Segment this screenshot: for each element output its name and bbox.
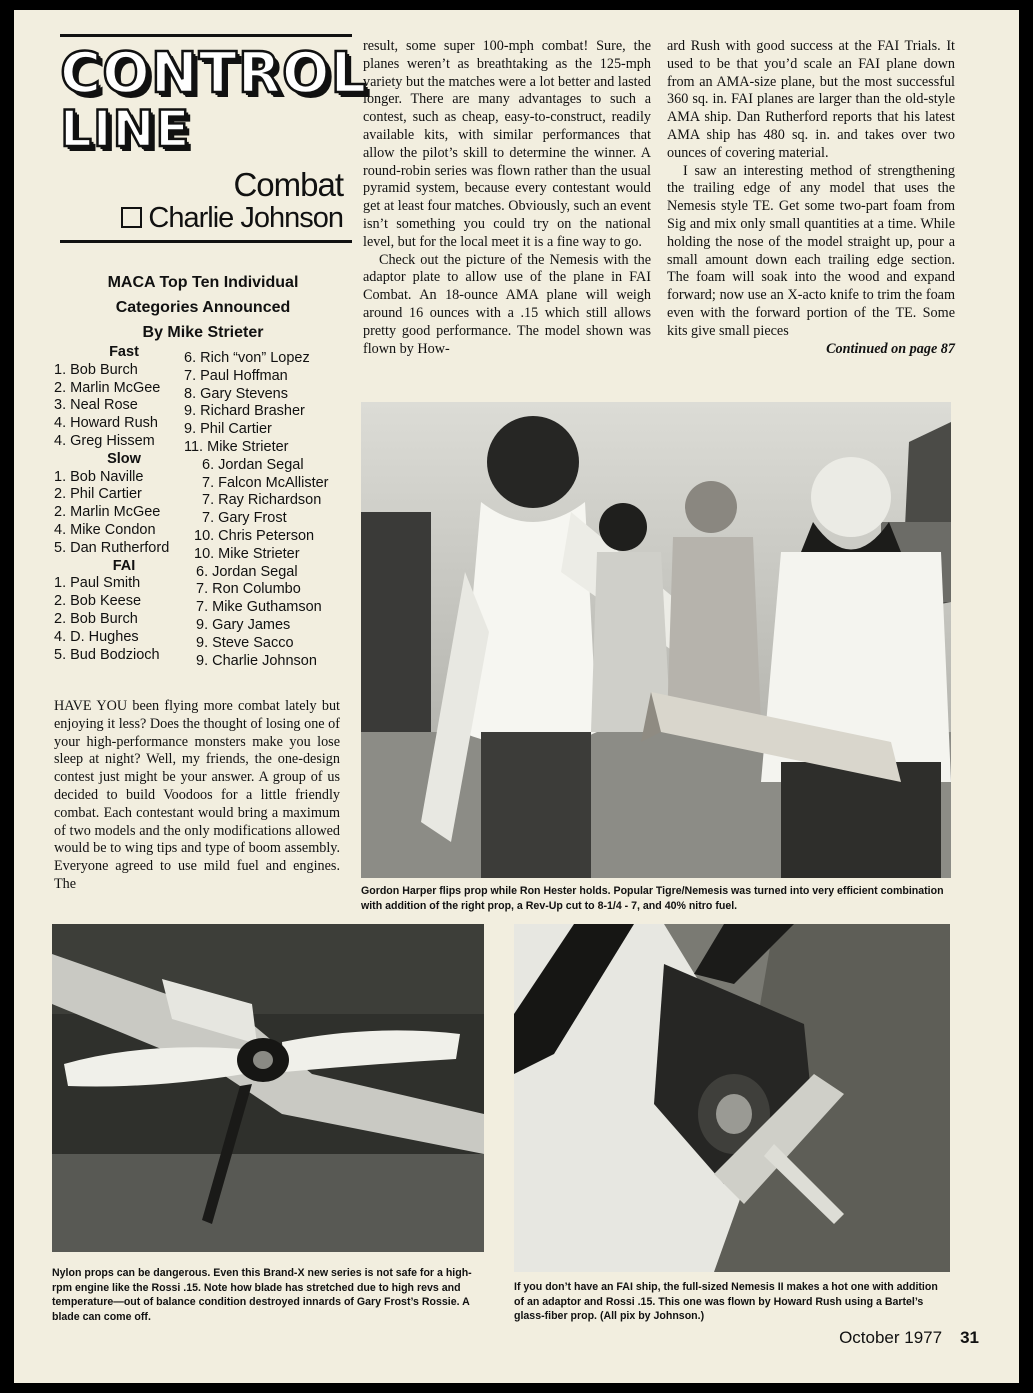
rank-entry: 2. Bob Keese (54, 593, 142, 610)
article-column-2 (363, 38, 651, 358)
rank-entry: 4. Howard Rush (54, 415, 158, 432)
rank-entry: 2. Marlin McGee (54, 379, 161, 396)
category-slow: Slow (107, 450, 141, 467)
rank-entry: 1. Bob Burch (54, 361, 138, 378)
nemesis-engine-photo (514, 924, 950, 1272)
sidebar-heading (58, 270, 348, 345)
page-number: 31 (960, 1328, 979, 1347)
nemesis-engine-image (514, 924, 950, 1272)
issue-date: October 1977 (839, 1328, 943, 1347)
rank-entry: 8. Gary Stevens (184, 385, 288, 402)
rank-entry: 3. Neal Rose (54, 397, 138, 414)
rank-entry: 4. Greg Hissem (54, 432, 155, 449)
rank-entry: 9. Steve Sacco (196, 634, 294, 651)
rank-entry: 7. Mike Guthamson (196, 599, 322, 616)
rank-entry: 6. Jordan Segal (202, 456, 304, 473)
author-byline (121, 204, 343, 233)
rank-entry: 4. D. Hughes (54, 628, 139, 645)
article-paragraph: result, some super 100-mph combat! Sure, the planes weren’t as breathtaking as the 125-mph variety but the matches were a lot better and lasted longer. There are many advantages to such a contest, such as cheap, easy-to-construct, readily available kits, with similar performances that allow the pilot’s skill to determine the winner. A round-robin series was flown rather than the usual pyramid system, because every contestant would get at least four matches. Obviously, such an event isn’t something you could try on the national level, but for the local meet it is a fine way to go. (363, 38, 651, 250)
author-name: Charlie Johnson (148, 202, 343, 234)
rank-entry: 10. Chris Peterson (194, 527, 315, 544)
rank-entry: 2. Marlin McGee (54, 504, 161, 521)
rank-entry: 7. Paul Hoffman (184, 367, 288, 384)
sidebar-heading-line: By Mike Strieter (142, 324, 264, 341)
header-top-rule (60, 34, 352, 37)
rank-entry: 10. Mike Strieter (194, 545, 300, 562)
magazine-page (14, 10, 1019, 1383)
sidebar-heading-line: Categories Announced (115, 299, 291, 316)
category-fai: FAI (112, 557, 136, 574)
main-photo-image (361, 402, 951, 878)
box-bullet-icon (121, 207, 142, 228)
sidebar-heading-line: MACA Top Ten Individual (107, 274, 299, 291)
rank-entry: 11. Mike Strieter (184, 438, 289, 455)
rank-entry: 1. Paul Smith (54, 575, 141, 592)
title-line: LINE (60, 100, 191, 158)
rank-entry: 9. Phil Cartier (184, 421, 272, 438)
rank-entry: 2. Bob Burch (54, 610, 138, 627)
rankings-left-column (54, 344, 194, 664)
rank-entry: 6. Rich “von” Lopez (184, 350, 310, 366)
rank-entry: 7. Gary Frost (202, 510, 287, 527)
article-paragraph: Check out the picture of the Nemesis with the adaptor plate to allow use of the plane in FAI Combat. An 18-ounce AMA plane will weigh around 16 ounces with a .15 which still allows pretty good performance. The model shown was flown by How- (363, 251, 651, 357)
rank-entry: 9. Gary James (196, 616, 291, 633)
propeller-photo-image (52, 924, 484, 1252)
header-bottom-rule (60, 240, 352, 243)
title-control: CONTROL (60, 41, 368, 106)
rank-entry: 2. Phil Cartier (54, 486, 142, 503)
propeller-photo (52, 924, 484, 1252)
rank-entry: 6. Jordan Segal (196, 563, 298, 580)
main-photo-caption: Gordon Harper flips prop while Ron Hester holds. Popular Tigre/Nemesis was turned into very efficient combination with addition of the right prop, a Rev-Up cut to 8-1/4 - 7, and 40% nitro fuel. (361, 885, 944, 912)
rank-entry: 9. Richard Brasher (184, 403, 305, 420)
category-fast: Fast (109, 344, 139, 360)
rank-entry: 7. Falcon McAllister (202, 474, 329, 491)
article-paragraph: I saw an interesting method of strengthening the trailing edge of any model that uses the Nemesis style TE. Get some two-part foam from Sig and mix only small quantities at a time. While holding the nose of the model straight up, pour a small amount down each trailing edge section. The foam will soak into the wood and expand forward; now use an X-acto knife to trim the foam even with the forward portion of the TE. Some kits give small pieces (667, 162, 955, 339)
rank-entry: 7. Ron Columbo (196, 581, 301, 598)
propeller-photo-caption: Nylon props can be dangerous. Even this Brand-X new series is not safe for a high-rpm engine like the Rossi .15. Note how blade has stretched due to high revs and temperature—out of balance condition destroyed innards of Gary Frost’s Rossie. A blade can come off. (52, 1267, 472, 1323)
nemesis-photo-caption: If you don’t have an FAI ship, the full-sized Nemesis II makes a hot one with addition of an adaptor and Rossi .15. This one was flown by Howard Rush using a Bartel’s glass-fiber prop. (All pix by Johnson.) (514, 1281, 938, 1322)
rank-entry: 7. Ray Richardson (202, 492, 322, 509)
rank-entry: 5. Bud Bodzioch (54, 646, 160, 663)
article-column-3 (667, 38, 955, 358)
rank-entry: 1. Bob Naville (54, 468, 144, 485)
continued-note: Continued on page 87 (826, 340, 955, 357)
rankings-right-column (184, 350, 354, 670)
rank-entry: 9. Charlie Johnson (196, 652, 317, 669)
rank-entry: 4. Mike Condon (54, 521, 156, 538)
article-column-1 (54, 698, 340, 894)
rank-entry: 5. Dan Rutherford (54, 539, 170, 556)
section-label: Combat (233, 166, 343, 203)
article-paragraph: HAVE YOU been flying more combat lately but enjoying it less? Does the thought of losing one of your high-performance monsters make you lose sleep at night? Well, my friends, the one-design contest just might be your answer. A group of us decided to build Voodoos for a little friendly combat. Each contestant would bring a maximum of two models and the only modifications allowed would be to wing tips and type of boom assembly. Everyone agreed to use mild fuel and engines. The (54, 698, 340, 892)
page-footer (839, 1328, 979, 1348)
article-paragraph: ard Rush with good success at the FAI Trials. It used to be that you’d scale an FAI plane down from an AMA-size plane, but the most successful 360 sq. in. FAI planes are larger than the old-style AMA ship. Dan Rutherford reports that his latest AMA ship has 480 sq. in. and takes over two ounces of covering material. (667, 38, 955, 161)
main-photo (361, 402, 951, 878)
